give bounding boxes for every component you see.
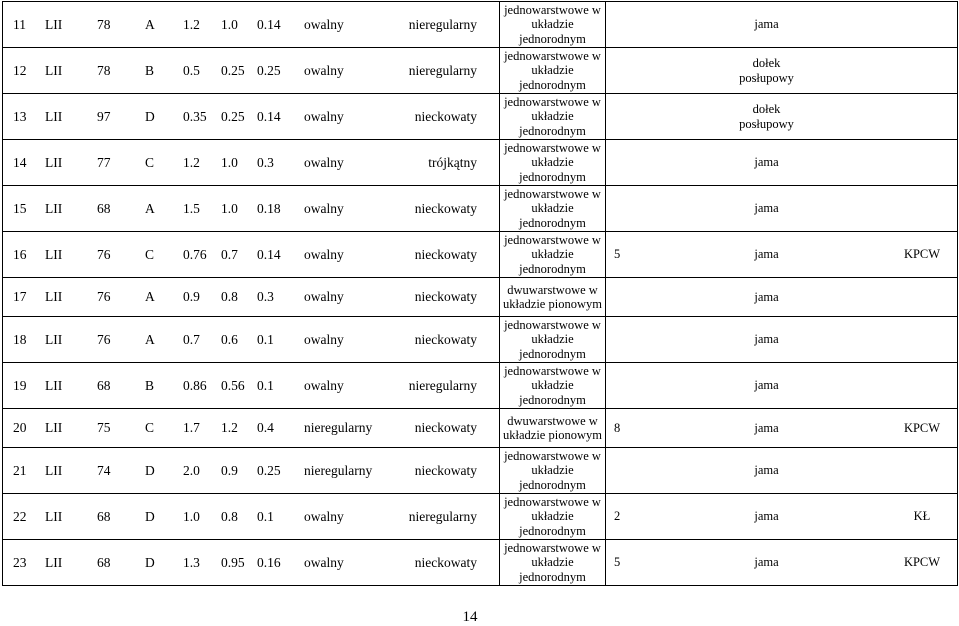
feature-attributes-cell (3, 363, 500, 409)
dimension-depth: 0.1 (257, 377, 274, 393)
feature-interpretation-cell (606, 94, 958, 140)
dimension-depth: 0.14 (257, 246, 281, 262)
dimension-b: 0.25 (221, 108, 245, 124)
fill-description-cell (500, 448, 606, 494)
feature-number: 78 (97, 62, 111, 78)
feature-shape: owalny (304, 16, 344, 32)
dimension-depth: 0.18 (257, 200, 281, 216)
dimension-depth: 0.14 (257, 16, 281, 32)
dimension-a: 0.5 (183, 62, 200, 78)
dimension-depth: 0.3 (257, 289, 274, 304)
feature-attributes (3, 155, 499, 171)
feature-class: D (145, 462, 155, 478)
fill-description-line: układzie (531, 155, 574, 170)
feature-attributes-cell (3, 94, 500, 140)
fill-description-cell (500, 232, 606, 278)
feature-interpretation (646, 509, 887, 524)
dimension-b: 0.95 (221, 554, 245, 570)
feature-class: C (145, 154, 155, 170)
dimension-depth: 0.1 (257, 508, 274, 524)
feature-profile: nieregularny (408, 16, 477, 32)
feature-id: 18 (13, 331, 27, 347)
feature-id: 19 (13, 377, 27, 393)
feature-type-code: LII (45, 331, 63, 347)
table-row (3, 540, 958, 586)
fill-description-line: jednorodnym (519, 569, 586, 584)
fill-description-line: jednorodnym (519, 169, 586, 184)
fill-description-cell (500, 48, 606, 94)
fill-description-cell (500, 140, 606, 186)
feature-interpretation-line: jama (754, 155, 779, 170)
table-row (3, 186, 958, 232)
finds-count: 5 (614, 555, 621, 570)
feature-class: C (145, 420, 155, 435)
dimension-b: 0.56 (221, 377, 245, 393)
finds-count: 8 (614, 420, 621, 435)
feature-interpretation-line: jama (754, 509, 779, 524)
feature-number: 76 (97, 331, 111, 347)
dimension-a: 0.35 (183, 108, 207, 124)
fill-description-line: jednorodnym (519, 523, 586, 538)
feature-type-code: LII (45, 62, 63, 78)
fill-description-line: układzie pionowym (503, 297, 602, 311)
dimension-a: 0.9 (183, 289, 200, 304)
feature-class: D (145, 108, 155, 124)
feature-interpretation-line: jama (754, 420, 779, 435)
feature-interpretation (646, 332, 887, 347)
feature-id: 22 (13, 508, 27, 524)
fill-description-line: układzie (531, 509, 574, 524)
feature-type-code: LII (45, 200, 63, 216)
fill-description-line: układzie (531, 201, 574, 216)
feature-attributes (3, 463, 499, 479)
feature-table (2, 1, 958, 586)
dimension-a: 0.76 (183, 246, 207, 262)
feature-interpretation (646, 201, 887, 216)
feature-interpretation-line: posłupowy (739, 70, 794, 85)
dimension-b: 0.8 (221, 289, 238, 304)
feature-interpretation-cell (606, 540, 958, 586)
table-row (3, 48, 958, 94)
table-row (3, 2, 958, 48)
dimension-a: 1.2 (183, 154, 200, 170)
feature-profile: nieckowaty (414, 108, 477, 124)
feature-type-code: LII (45, 154, 63, 170)
feature-shape: owalny (304, 62, 344, 78)
feature-id: 21 (13, 462, 27, 478)
feature-number: 68 (97, 554, 111, 570)
feature-id: 12 (13, 62, 27, 78)
feature-table-body (3, 2, 958, 586)
feature-profile: nieckowaty (414, 289, 477, 304)
feature-interpretation-cell (606, 363, 958, 409)
fill-description-line: układzie (531, 555, 574, 570)
fill-description-line: jednorodnym (519, 261, 586, 276)
feature-type-code: LII (45, 246, 63, 262)
feature-attributes (3, 420, 499, 436)
dimension-depth: 0.25 (257, 462, 281, 478)
fill-description-line: jednowarstwowe w (504, 448, 601, 463)
fill-description-line: układzie (531, 109, 574, 124)
dimension-a: 1.7 (183, 420, 200, 435)
feature-number: 78 (97, 16, 111, 32)
fill-description-line: jednorodnym (519, 346, 586, 361)
feature-attributes-cell (3, 540, 500, 586)
feature-interpretation (646, 421, 887, 436)
dimension-b: 1.0 (221, 16, 238, 32)
feature-attributes-cell (3, 186, 500, 232)
feature-class: D (145, 554, 155, 570)
feature-id: 17 (13, 289, 27, 304)
dimension-a: 2.0 (183, 462, 200, 478)
feature-interpretation-line: jama (754, 378, 779, 393)
feature-type-code: LII (45, 508, 63, 524)
feature-shape: owalny (304, 200, 344, 216)
dimension-b: 0.8 (221, 508, 238, 524)
feature-attributes (3, 378, 499, 394)
fill-description-line: jednorodnym (519, 215, 586, 230)
feature-interpretation (646, 17, 887, 32)
feature-interpretation (646, 555, 887, 570)
feature-interpretation-line: jama (754, 289, 779, 304)
feature-interpretation-line: jama (754, 201, 779, 216)
feature-type-code: LII (45, 420, 63, 435)
feature-profile: nieckowaty (414, 420, 477, 435)
feature-interpretation (646, 378, 887, 393)
feature-attributes-cell (3, 140, 500, 186)
dimension-b: 0.6 (221, 331, 238, 347)
feature-class: B (145, 62, 155, 78)
feature-interpretation-line: dołek (752, 56, 781, 70)
dimension-depth: 0.3 (257, 154, 274, 170)
feature-class: A (145, 200, 155, 216)
feature-class: B (145, 377, 155, 393)
dimension-a: 1.2 (183, 16, 200, 32)
feature-id: 16 (13, 246, 27, 262)
culture-code: KPCW (903, 247, 941, 262)
fill-description-line: jednorodnym (519, 123, 586, 138)
feature-interpretation-line: posłupowy (739, 116, 794, 131)
fill-description-line: układzie (531, 247, 574, 262)
feature-shape: owalny (304, 246, 344, 262)
page-number: 14 (462, 609, 478, 625)
dimension-depth: 0.1 (257, 331, 274, 347)
dimension-a: 1.5 (183, 200, 200, 216)
fill-description-cell (500, 409, 606, 448)
fill-description-line: jednorodnym (519, 392, 586, 407)
fill-description-line: jednowarstwowe w (504, 232, 601, 247)
table-row (3, 140, 958, 186)
feature-id: 13 (13, 108, 27, 124)
table-row (3, 363, 958, 409)
feature-interpretation-line: jama (754, 463, 779, 478)
feature-shape: owalny (304, 331, 344, 347)
fill-description-line: jednowarstwowe w (504, 363, 601, 378)
fill-description-line: jednowarstwowe w (504, 140, 601, 155)
feature-profile: nieckowaty (414, 246, 477, 262)
feature-type-code: LII (45, 289, 63, 304)
dimension-b: 1.2 (221, 420, 238, 435)
feature-profile: nieckowaty (414, 331, 477, 347)
fill-description-cell (500, 186, 606, 232)
feature-class: A (145, 16, 155, 32)
dimension-b: 0.9 (221, 462, 238, 478)
feature-interpretation-line: jama (754, 332, 779, 347)
fill-description-cell (500, 317, 606, 363)
feature-shape: owalny (304, 289, 344, 304)
fill-description-cell (500, 94, 606, 140)
fill-description-line: jednowarstwowe w (504, 317, 601, 332)
dimension-a: 1.0 (183, 508, 200, 524)
feature-attributes (3, 109, 499, 125)
feature-attributes-cell (3, 48, 500, 94)
fill-description-line: jednowarstwowe w (504, 540, 601, 555)
fill-description-line: jednowarstwowe w (504, 186, 601, 201)
feature-interpretation (646, 290, 887, 305)
fill-description-cell (500, 2, 606, 48)
feature-attributes (3, 201, 499, 217)
fill-description-line: jednorodnym (519, 77, 586, 92)
feature-interpretation-cell (606, 140, 958, 186)
feature-interpretation (646, 102, 887, 131)
feature-interpretation-cell (606, 186, 958, 232)
fill-description-line: dwuwarstwowe w (507, 282, 598, 297)
feature-type-code: LII (45, 16, 63, 32)
finds-count: 2 (614, 509, 621, 524)
fill-description-line: jednowarstwowe w (504, 94, 601, 109)
fill-description-cell (500, 278, 606, 317)
feature-number: 76 (97, 246, 111, 262)
dimension-depth: 0.25 (257, 62, 281, 78)
dimension-b: 1.0 (221, 154, 238, 170)
culture-code: KŁ (913, 509, 931, 524)
feature-id: 15 (13, 200, 27, 216)
fill-description-line: układzie (531, 332, 574, 347)
feature-interpretation-cell (606, 232, 958, 278)
fill-description-line: układzie (531, 63, 574, 78)
finds-count: 5 (614, 247, 621, 262)
feature-class: A (145, 289, 155, 304)
feature-number: 68 (97, 377, 111, 393)
feature-attributes (3, 289, 499, 305)
fill-description-line: jednowarstwowe w (504, 494, 601, 509)
feature-shape: owalny (304, 154, 344, 170)
feature-attributes-cell (3, 317, 500, 363)
feature-type-code: LII (45, 462, 63, 478)
dimension-a: 0.86 (183, 377, 207, 393)
feature-class: C (145, 246, 155, 262)
culture-code: KPCW (903, 555, 941, 570)
fill-description-line: jednorodnym (519, 477, 586, 492)
dimension-b: 0.7 (221, 246, 238, 262)
feature-attributes-cell (3, 409, 500, 448)
fill-description-line: jednowarstwowe w (504, 48, 601, 63)
fill-description-line: układzie (531, 378, 574, 393)
feature-class: A (145, 331, 155, 347)
feature-profile: nieckowaty (414, 554, 477, 570)
feature-interpretation-cell (606, 278, 958, 317)
feature-attributes (3, 17, 499, 33)
feature-attributes-cell (3, 2, 500, 48)
feature-number: 68 (97, 508, 111, 524)
feature-shape: owalny (304, 108, 344, 124)
feature-interpretation-cell (606, 409, 958, 448)
feature-shape: owalny (304, 554, 344, 570)
fill-description-cell (500, 540, 606, 586)
feature-profile: nieregularny (408, 508, 477, 524)
fill-description-line: układzie (531, 17, 574, 32)
feature-profile: nieregularny (408, 377, 477, 393)
dimension-b: 1.0 (221, 200, 238, 216)
feature-number: 68 (97, 200, 111, 216)
feature-shape: owalny (304, 508, 344, 524)
feature-attributes-cell (3, 448, 500, 494)
fill-description-line: układzie pionowym (503, 428, 602, 442)
feature-type-code: LII (45, 554, 63, 570)
feature-number: 77 (97, 154, 111, 170)
table-row (3, 317, 958, 363)
fill-description-line: układzie (531, 463, 574, 478)
feature-interpretation-line: dołek (752, 102, 781, 116)
feature-interpretation (646, 463, 887, 478)
dimension-depth: 0.14 (257, 108, 281, 124)
feature-interpretation (646, 155, 887, 170)
feature-id: 20 (13, 420, 27, 435)
table-row (3, 448, 958, 494)
feature-interpretation (646, 56, 887, 85)
feature-attributes (3, 247, 499, 263)
feature-number: 74 (97, 462, 111, 478)
feature-interpretation-cell (606, 317, 958, 363)
dimension-b: 0.25 (221, 62, 245, 78)
dimension-depth: 0.16 (257, 554, 281, 570)
feature-attributes (3, 509, 499, 525)
feature-type-code: LII (45, 108, 63, 124)
feature-attributes-cell (3, 278, 500, 317)
table-row (3, 278, 958, 317)
fill-description-cell (500, 363, 606, 409)
feature-attributes (3, 555, 499, 571)
fill-description-line: jednowarstwowe w (504, 2, 601, 17)
feature-type-code: LII (45, 377, 63, 393)
feature-shape: owalny (304, 377, 344, 393)
feature-interpretation (646, 247, 887, 262)
fill-description-line: jednorodnym (519, 31, 586, 46)
feature-number: 97 (97, 108, 111, 124)
feature-attributes (3, 332, 499, 348)
feature-class: D (145, 508, 155, 524)
feature-interpretation-cell (606, 48, 958, 94)
feature-shape: nieregularny (304, 420, 373, 435)
feature-id: 14 (13, 154, 27, 170)
dimension-a: 0.7 (183, 331, 200, 347)
feature-profile: nieregularny (408, 62, 477, 78)
feature-number: 75 (97, 420, 111, 435)
feature-interpretation-cell (606, 494, 958, 540)
feature-shape: nieregularny (304, 462, 373, 478)
feature-interpretation-line: jama (754, 247, 779, 262)
feature-interpretation-line: jama (754, 17, 779, 32)
feature-interpretation-cell (606, 2, 958, 48)
dimension-depth: 0.4 (257, 420, 274, 435)
table-row (3, 94, 958, 140)
feature-attributes (3, 63, 499, 79)
culture-code: KPCW (903, 420, 941, 435)
feature-interpretation-cell (606, 448, 958, 494)
feature-number: 76 (97, 289, 111, 304)
table-row (3, 409, 958, 448)
feature-id: 11 (13, 16, 26, 32)
table-row (3, 494, 958, 540)
feature-profile: nieckowaty (414, 462, 477, 478)
feature-profile: nieckowaty (414, 200, 477, 216)
feature-attributes-cell (3, 494, 500, 540)
feature-profile: trójkątny (428, 154, 477, 170)
fill-description-line: dwuwarstwowe w (507, 413, 598, 428)
feature-interpretation-line: jama (754, 555, 779, 570)
feature-id: 23 (13, 554, 27, 570)
dimension-a: 1.3 (183, 554, 200, 570)
fill-description-cell (500, 494, 606, 540)
feature-attributes-cell (3, 232, 500, 278)
table-row (3, 232, 958, 278)
